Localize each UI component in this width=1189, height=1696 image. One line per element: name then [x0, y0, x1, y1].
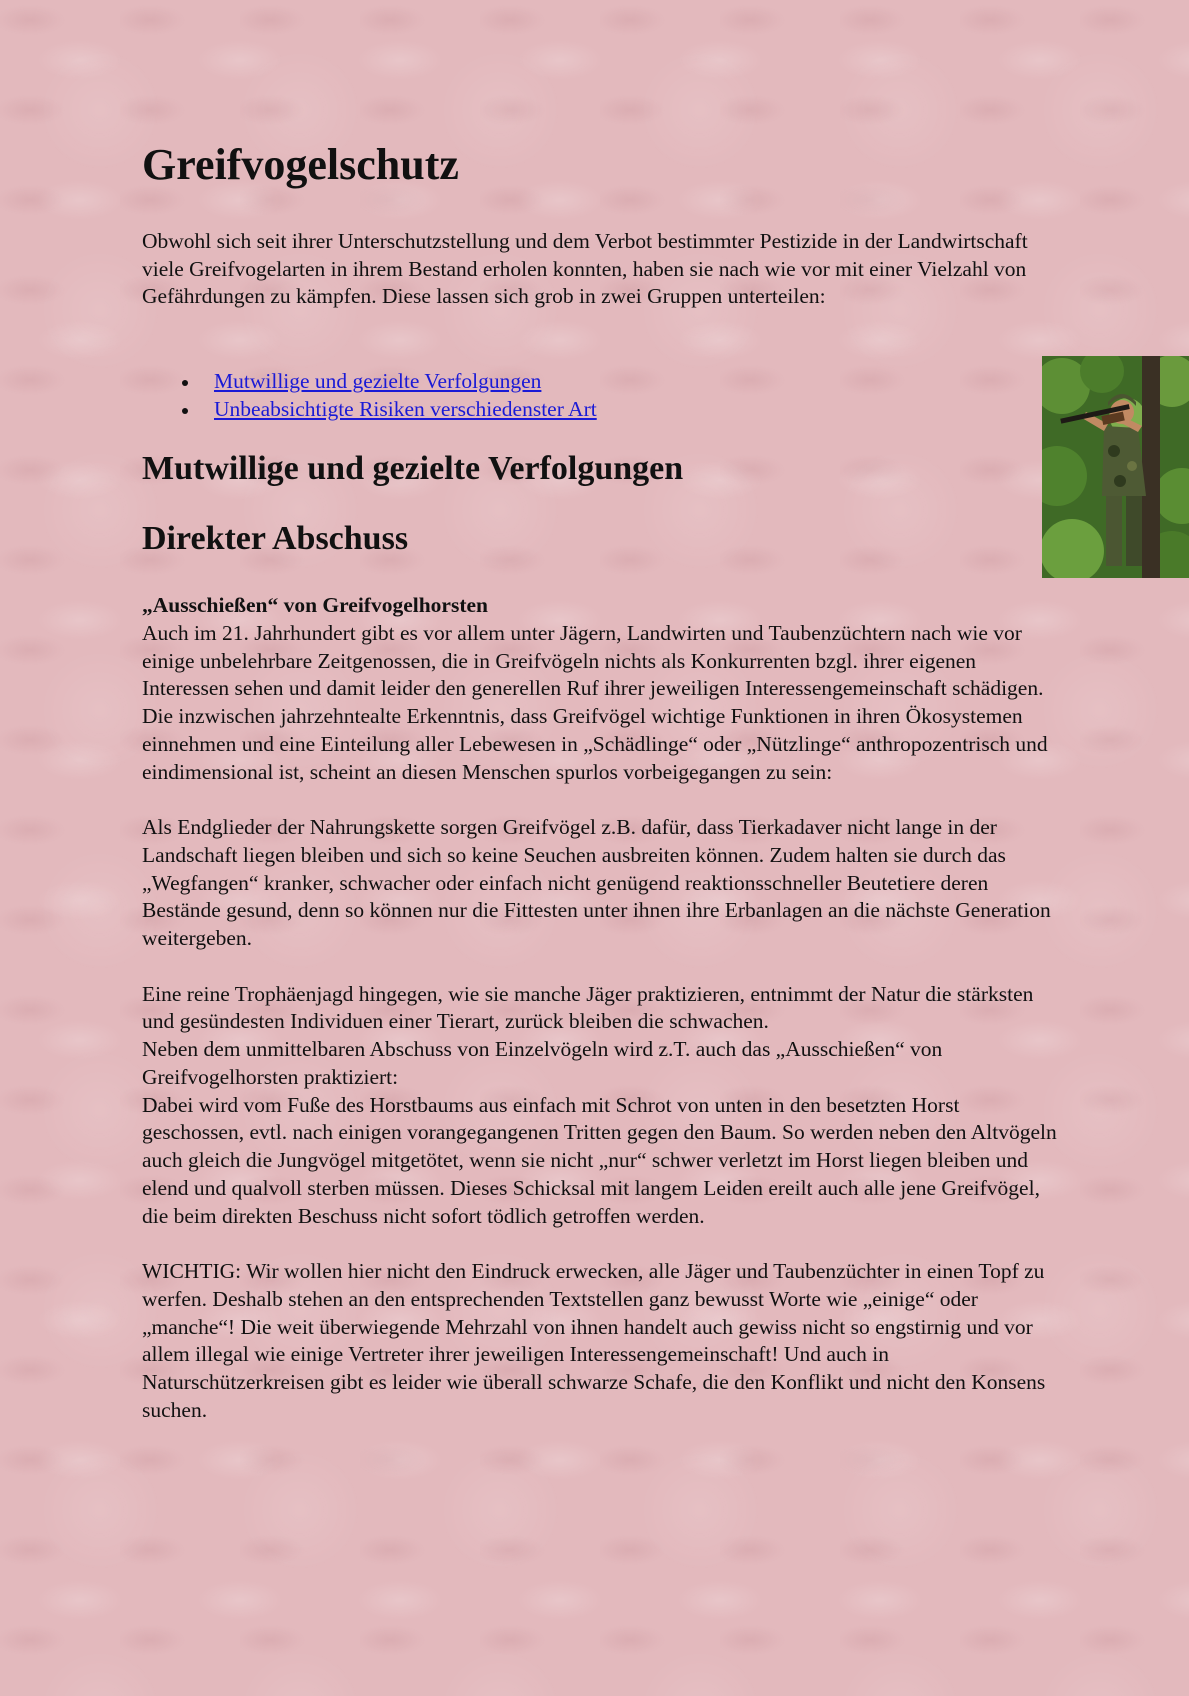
paragraph: Neben dem unmittelbaren Abschuss von Einzelvögeln wird z.T. auch das „Ausschießen“ von Greifvogelhorsten praktiziert: [142, 1037, 943, 1089]
toc-link-verfolgungen[interactable]: Mutwillige und gezielte Verfolgungen [214, 369, 542, 393]
paragraph: Dabei wird vom Fuße des Horstbaums aus einfach mit Schrot von unten in den besetzten Horst geschossen, evtl. nach einigen vorangegangenen Tritten gegen den Baum. So werden neben den Altvögeln auch gleich die Jungvögel mitgetötet, wenn sie nicht „nur“ schwer verletzt im Horst liegen bleiben und elend und qualvoll sterben müssen. Dieses Schicksal mit langem Leiden ereilt auch alle jene Greifvögel, die beim direkten Beschuss nicht sofort tödlich getroffen werden. [142, 1092, 1057, 1228]
page-title: Greifvogelschutz [142, 140, 459, 189]
paragraph: WICHTIG: Wir wollen hier nicht den Eindruck erwecken, alle Jäger und Taubenzüchter in einen Topf zu werfen. Deshalb stehen an den entsprechenden Textstellen ganz bewusst Worte wie „einige“ oder „manche“! Die weit überwiegende Mehrzahl von ihnen handelt auch gewiss nicht so engstirnig und vor allem illegal wie einige Vertreter ihrer jeweiligen Interessengemeinschaft! Und auch in Naturschützerkreisen gibt es leider wie überall schwarze Schafe, die den Konflikt und nicht den Konsens suchen. [142, 1259, 1046, 1422]
paragraph: Als Endglieder der Nahrungskette sorgen Greifvögel z.B. dafür, dass Tierkadaver nicht lange in der Landschaft liegen bleiben und sich so keine Seuchen ausbreiten können. Zudem halten sie durch das „Wegfangen“ kranker, schwacher oder einfach nicht genügend reaktionsschneller Beutetiere deren Bestände gesund, denn so können nur die Fittesten unter ihnen ihre Erbanlagen an die nächste Generation weitergeben. [142, 815, 1051, 950]
toc-item [142, 396, 597, 424]
paragraph: Eine reine Trophäenjagd hingegen, wie sie manche Jäger praktizieren, entnimmt der Natur die stärksten und gesündesten Individuen einer Tierart, zurück bleiben die schwachen. [142, 981, 1034, 1034]
bullet-icon [182, 408, 188, 414]
table-of-contents [142, 368, 597, 423]
section-heading-verfolgungen: Mutwillige und gezielte Verfolgungen [142, 450, 684, 487]
bullet-icon [182, 380, 188, 386]
subheading: „Ausschießen“ von Greifvogelhorsten [142, 593, 488, 617]
intro-paragraph: Obwohl sich seit ihrer Unterschutzstellung und dem Verbot bestimmter Pestizide in der Landwirtschaft viele Greifvogelarten in ihrem Bestand erholen konnten, haben sie nach wie vor mit einer Vielzahl von Gefährdungen zu kämpfen. Diese lassen sich grob in zwei Gruppen unterteilen: [142, 229, 1028, 309]
toc-item [142, 368, 597, 396]
hunter-photo [1042, 356, 1189, 578]
paragraph: Auch im 21. Jahrhundert gibt es vor allem unter Jägern, Landwirten und Taubenzüchtern nach wie vor einige unbelehrbare Zeitgenossen, die in Greifvögeln nichts als Konkurrenten bzgl. ihrer eigenen Interessen sehen und damit leider den generellen Ruf ihrer jeweiligen Interessengemeinschaft schädigen. Die inzwischen jahrzehntealte Erkenntnis, dass Greifvögel wichtige Funktionen in ihren Ökosystemen einnehmen und eine Einteilung aller Lebewesen in „Schädlinge“ oder „Nützlinge“ anthropozentrisch und eindimensional ist, scheint an diesen Menschen spurlos vorbeigegangen zu sein: [142, 620, 1048, 784]
section-heading-abschuss: Direkter Abschuss [142, 520, 409, 557]
toc-link-risiken[interactable]: Unbeabsichtigte Risiken verschiedenster Art [214, 396, 597, 421]
article-body [142, 592, 1062, 1425]
